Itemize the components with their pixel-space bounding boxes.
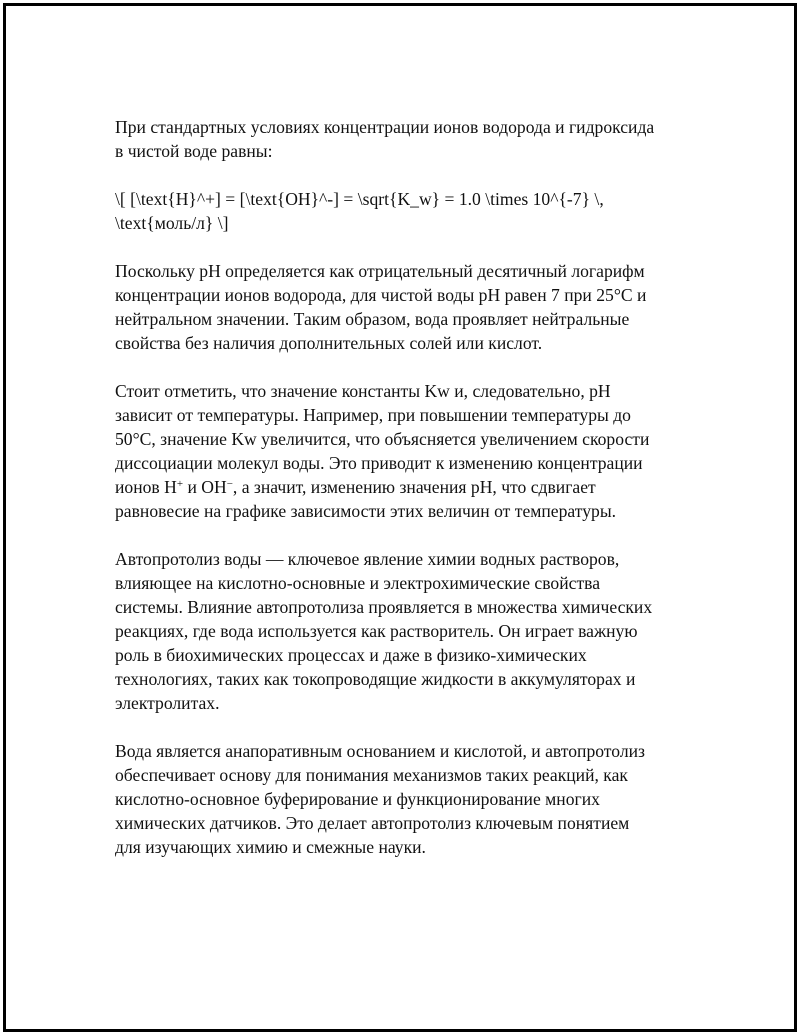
text-line: обеспечивает основу для понимания механизмов таких реакций, как xyxy=(115,765,628,785)
text-line: диссоциации молекул воды. Это приводит к изменению концентрации xyxy=(115,453,643,473)
paragraph-intro xyxy=(115,115,695,163)
paragraph-autoprotolysis xyxy=(115,547,695,715)
text-line: системы. Влияние автопротолиза проявляется в множества химических xyxy=(115,597,653,617)
text-line: Автопротолиз воды — ключевое явление химии водных растворов, xyxy=(115,549,620,569)
text-line: зависит от температуры. Например, при повышении температуры до xyxy=(115,405,631,425)
document-body xyxy=(115,115,695,883)
paragraph-ph xyxy=(115,259,695,355)
text-line: При стандартных условиях концентрации ионов водорода и гидроксида xyxy=(115,117,655,137)
text-line: концентрации ионов водорода, для чистой воды pH равен 7 при 25°C и xyxy=(115,285,647,305)
superscript: − xyxy=(226,478,233,490)
text-line: свойства без наличия дополнительных солей или кислот. xyxy=(115,333,543,353)
formula-line: \[ [\text{H}^+] = [\text{OH}^-] = \sqrt{K_w} = 1.0 \times 10^{-7} \, xyxy=(115,189,604,209)
text-line: Поскольку pH определяется как отрицательный десятичный логарифм xyxy=(115,261,645,281)
text-line: реакциях, где вода используется как растворитель. Он играет важную xyxy=(115,621,638,641)
text-line: влияющее на кислотно-основные и электрохимические свойства xyxy=(115,573,601,593)
text-line: роль в биохимических процессах и даже в физико-химических xyxy=(115,645,587,665)
text-line: Стоит отметить, что значение константы Kw и, следовательно, pH xyxy=(115,381,611,401)
text-line: технологиях, таких как токопроводящие жидкости в аккумуляторах и xyxy=(115,669,636,689)
text-line: электролитах. xyxy=(115,693,220,713)
text-line: кислотно-основное буферирование и функционирование многих xyxy=(115,789,600,809)
text-line: в чистой воде равны: xyxy=(115,141,273,161)
paragraph-conclusion xyxy=(115,739,695,859)
superscript: + xyxy=(176,478,184,490)
text-line: 50°C, значение Kw увеличится, что объясняется увеличением скорости xyxy=(115,429,650,449)
text-line-ions xyxy=(115,475,695,499)
paragraph-temperature xyxy=(115,379,695,523)
text-line: для изучающих химию и смежные науки. xyxy=(115,837,426,857)
text-line: нейтральном значении. Таким образом, вода проявляет нейтральные xyxy=(115,309,630,329)
paragraph-formula xyxy=(115,187,695,235)
text-span: , а значит, изменению значения pH, что сдвигает xyxy=(232,477,596,497)
text-span: ионов H xyxy=(115,477,177,497)
text-line: Вода является анапоративным основанием и кислотой, и автопротолиз xyxy=(115,741,645,761)
text-line: химических датчиков. Это делает автопротолиз ключевым понятием xyxy=(115,813,630,833)
formula-line: \text{моль/л} \] xyxy=(115,213,229,233)
text-span: и OH xyxy=(183,477,227,497)
text-line: равновесие на графике зависимости этих величин от температуры. xyxy=(115,501,617,521)
